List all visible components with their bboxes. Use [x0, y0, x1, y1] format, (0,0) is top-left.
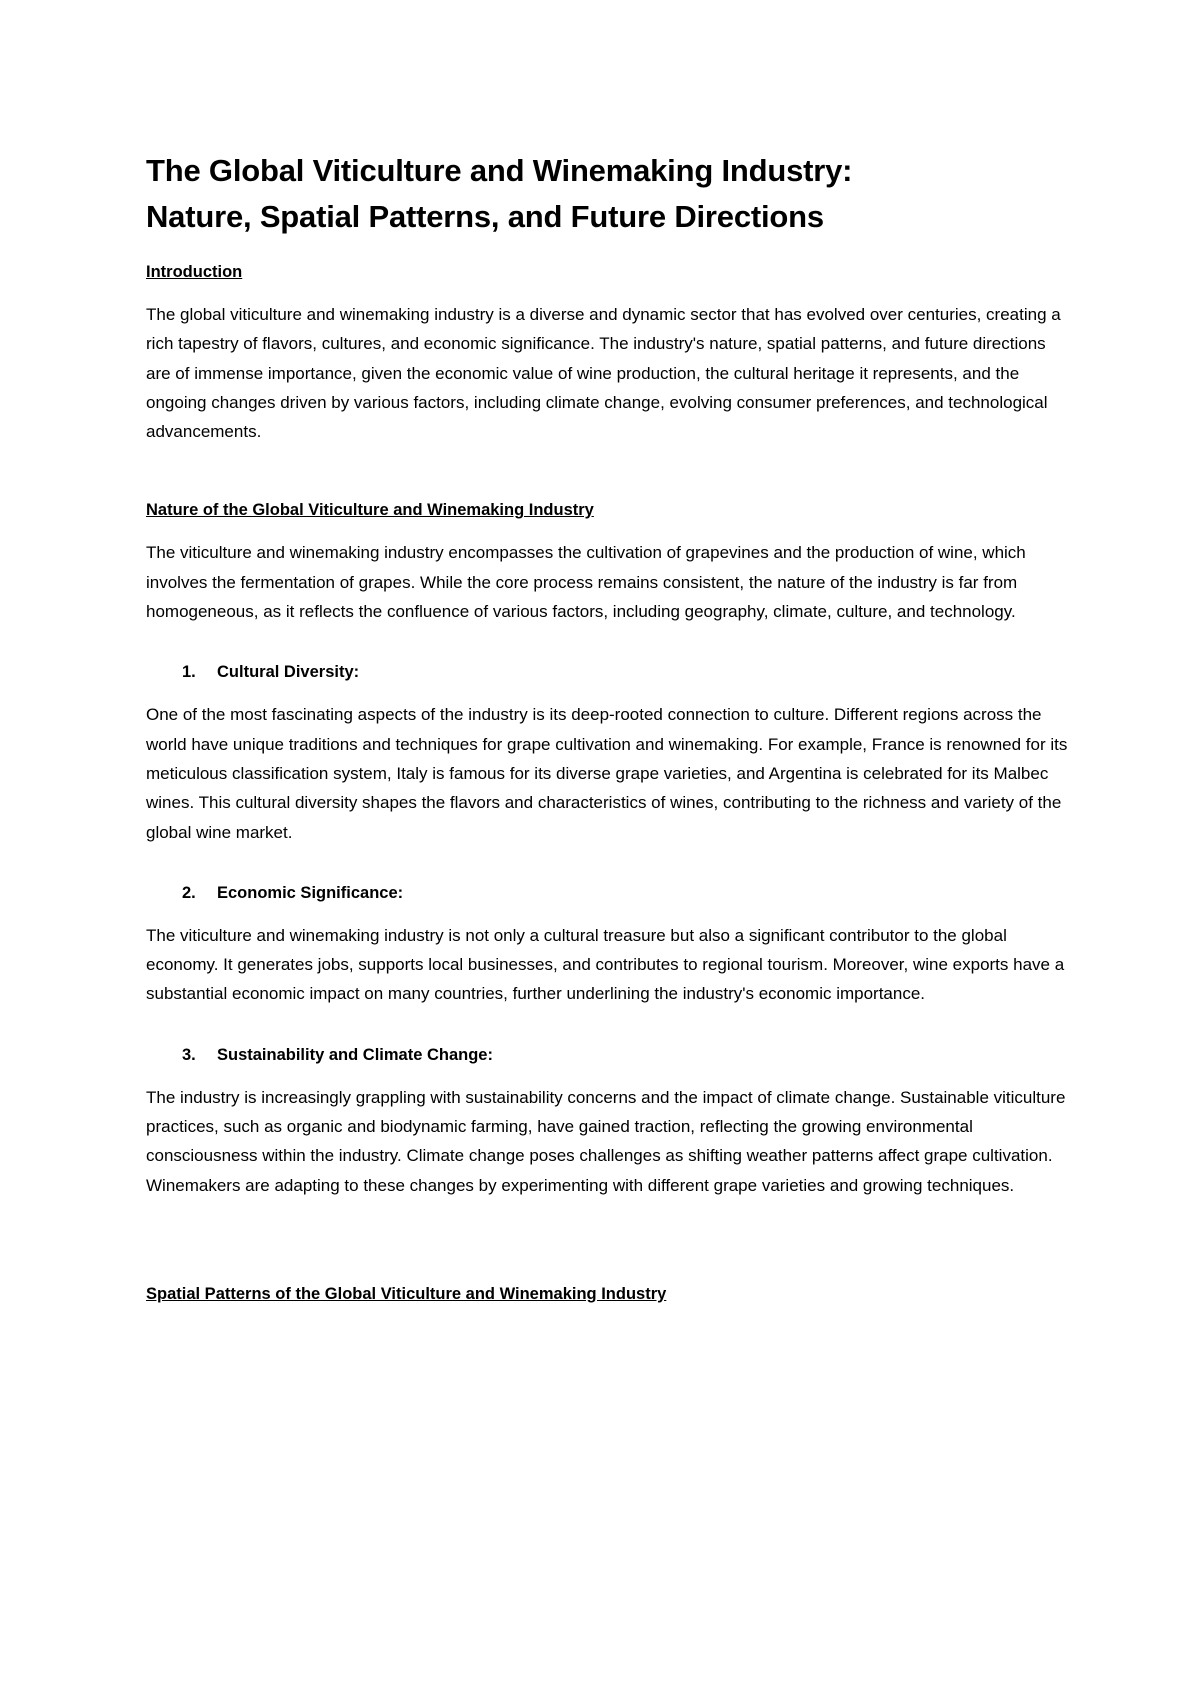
list-title: Sustainability and Climate Change: [217, 1045, 493, 1064]
intro-heading: Introduction [146, 263, 243, 281]
nature-paragraph: The viticulture and winemaking industry encompasses the cultivation of grapevines and the production of wine, which involves the fermentation of grapes. While the core process remains consistent, the nature of the industry is far from homogeneous, as it reflects the confluence of various factors, including geography, climate, culture, and technology. [146, 543, 1026, 622]
list-item-heading-3 [146, 1043, 1071, 1067]
list-number: 2. [182, 883, 196, 902]
economic-significance-paragraph: The viticulture and winemaking industry is not only a cultural treasure but also a significant contributor to the global economy. It generates jobs, supports local businesses, and contributes to regional tourism. Moreover, wine exports have a substantial economic impact on many countries, further underlining the industry's economic importance. [146, 925, 1065, 1004]
title-line-2: Nature, Spatial Patterns, and Future Directions [146, 199, 824, 234]
list-number: 1. [182, 663, 196, 682]
list-number: 3. [182, 1045, 196, 1064]
intro-paragraph: The global viticulture and winemaking industry is a diverse and dynamic sector that has evolved over centuries, creating a rich tapestry of flavors, cultures, and economic significance. The industry's nature, spatial patterns, and future directions are of immense importance, given the economic value of wine production, the cultural heritage it represents, and the ongoing changes driven by various factors, including climate change, evolving consumer preferences, and technological advancements. [146, 305, 1061, 442]
list-title: Economic Significance: [217, 883, 404, 902]
nature-heading: Nature of the Global Viticulture and Winemaking Industry [146, 501, 594, 520]
document-title [146, 148, 1071, 240]
spatial-heading: Spatial Patterns of the Global Viticulture and Winemaking Industry [146, 1284, 667, 1303]
document-page [146, 148, 1071, 1322]
list-title: Cultural Diversity: [217, 663, 360, 682]
list-item-heading-2 [146, 881, 1071, 905]
cultural-diversity-paragraph: One of the most fascinating aspects of the industry is its deep-rooted connection to culture. Different regions across the world have unique traditions and techniques for grape cultivation and winemaking. For example, France is renowned for its meticulous classification system, Italy is famous for its diverse grape varieties, and Argentina is celebrated for its Malbec wines. This cultural diversity shapes the flavors and characteristics of wines, contributing to the richness and variety of the global wine market. [146, 705, 1068, 842]
title-line-1: The Global Viticulture and Winemaking Industry: [146, 153, 853, 188]
sustainability-paragraph: The industry is increasingly grappling with sustainability concerns and the impact of climate change. Sustainable viticulture practices, such as organic and biodynamic farming, have gained traction, reflecting the growing environmental consciousness within the industry. Climate change poses challenges as shifting weather patterns affect grape cultivation. Winemakers are adapting to these changes by experimenting with different grape varieties and growing techniques. [146, 1087, 1066, 1195]
list-item-heading-1 [146, 660, 1071, 684]
